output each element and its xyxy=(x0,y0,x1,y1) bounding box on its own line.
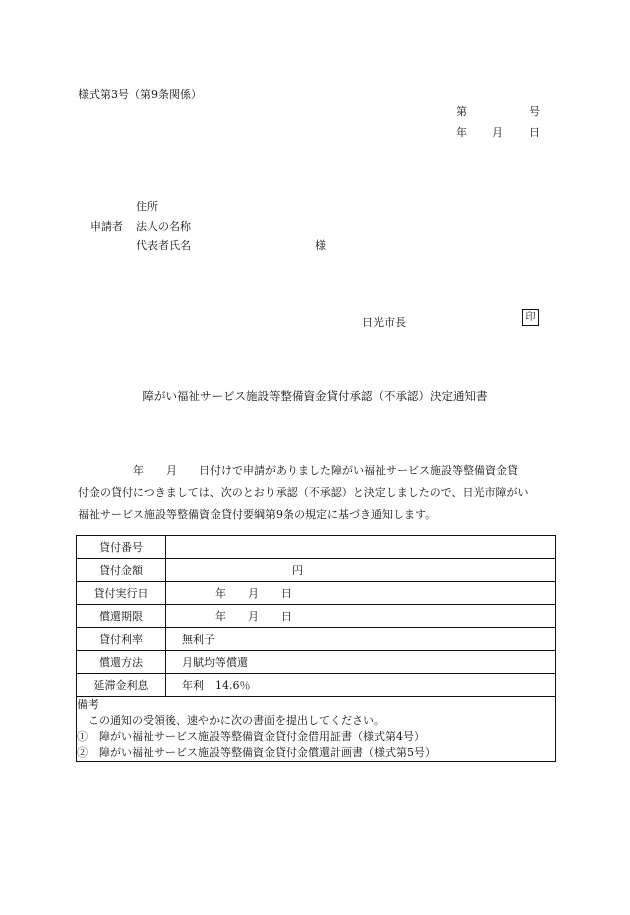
row-label: 償還方法 xyxy=(77,651,166,674)
table-row xyxy=(77,559,556,582)
number-prefix: 第 xyxy=(456,105,467,118)
table-row xyxy=(77,651,556,674)
table-row xyxy=(77,582,556,605)
date-year: 年 xyxy=(456,126,467,139)
honorific: 様 xyxy=(315,239,326,252)
document-title: 障がい福祉サービス施設等整備資金貸付承認（不承認）決定通知書 xyxy=(142,389,488,403)
row-value xyxy=(166,536,556,559)
row-value: 年利 14.6％ xyxy=(166,674,556,697)
form-label: 様式第3号（第9条関係） xyxy=(78,88,202,101)
date-month: 月 xyxy=(492,126,503,139)
row-label: 貸付番号 xyxy=(77,536,166,559)
remarks-item: ① 障がい福祉サービス施設等整備資金貸付金借用証書（様式第4号） xyxy=(77,730,425,743)
remarks-intro: この通知の受領後、速やかに次の書面を提出してください。 xyxy=(77,714,385,727)
row-label: 償還期限 xyxy=(77,605,166,628)
date-day: 日 xyxy=(529,126,540,139)
rep-name-label: 代表者氏名 xyxy=(136,239,191,252)
remarks-row xyxy=(77,697,556,762)
remarks-heading: 備考 xyxy=(77,698,99,711)
body-line: 年 月 日付けで申請がありました障がい福祉サービス施設等整備資金貸 xyxy=(78,464,518,477)
table-row xyxy=(77,536,556,559)
row-value: 月賦均等償還 xyxy=(166,651,556,674)
row-value: 円 xyxy=(166,559,556,582)
applicant-role: 申請者 xyxy=(90,220,123,233)
remarks-item: ② 障がい福祉サービス施設等整備資金貸付金償還計画書（様式第5号） xyxy=(77,746,436,759)
row-label: 延滞金利息 xyxy=(77,674,166,697)
row-value: 年 月 日 xyxy=(166,605,556,628)
body-line: 付金の貸付につきましては、次のとおり承認（不承認）と決定しましたので、日光市障がい xyxy=(78,486,529,499)
corp-name-label: 法人の名称 xyxy=(136,220,191,233)
row-label: 貸付実行日 xyxy=(77,582,166,605)
body-line: 福祉サービス施設等整備資金貸付要綱第9条の規定に基づき通知します。 xyxy=(78,508,437,521)
table-row xyxy=(77,674,556,697)
row-value: 年 月 日 xyxy=(166,582,556,605)
table-row xyxy=(77,628,556,651)
seal-mark: 印 xyxy=(522,309,539,326)
issuer-title: 日光市長 xyxy=(362,316,406,329)
row-label: 貸付金額 xyxy=(77,559,166,582)
remarks-cell xyxy=(77,697,556,762)
table-row xyxy=(77,605,556,628)
notice-body xyxy=(78,460,558,526)
address-label: 住所 xyxy=(136,200,158,213)
row-label: 貸付利率 xyxy=(77,628,166,651)
row-value: 無利子 xyxy=(166,628,556,651)
number-suffix: 号 xyxy=(529,105,540,118)
loan-info-table xyxy=(76,535,556,762)
